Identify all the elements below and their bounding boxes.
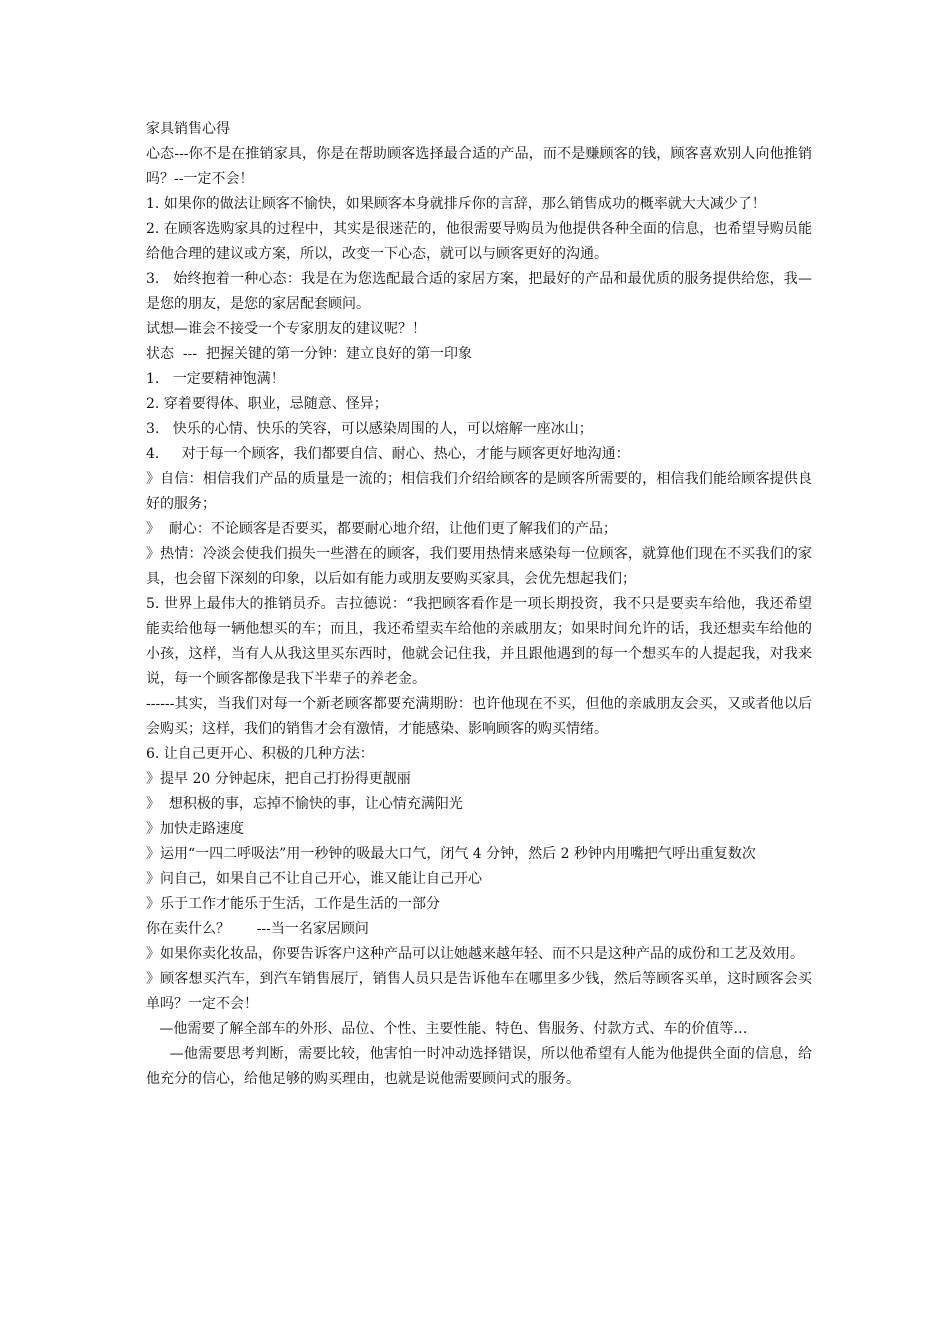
paragraph: 状态 --- 把握关键的第一分钟：建立良好的第一印象 xyxy=(146,346,472,362)
document-body xyxy=(146,117,812,1092)
paragraph: 》提早 20 分钟起床，把自己打扮得更靓丽 xyxy=(146,771,411,787)
paragraph: 心态---你不是在推销家具，你是在帮助顾客选择最合适的产品，而不是赚顾客的钱，顾客喜欢别人向他推销吗？--一定不会！ xyxy=(146,146,812,187)
paragraph: 》热情：冷淡会使我们损失一些潜在的顾客，我们要用热情来感染每一位顾客，就算他们现在不买我们的家具，也会留下深刻的印象，以后如有能力或朋友要购买家具，会优先想起我们； xyxy=(146,546,812,587)
paragraph: 》 耐心：不论顾客是否要买，都要耐心地介绍，让他们更了解我们的产品； xyxy=(146,521,617,537)
document-title: 家具销售心得 xyxy=(146,121,230,137)
paragraph: 6. 让自己更开心、积极的几种方法： xyxy=(146,746,374,762)
paragraph: 3. 始终抱着一种心态：我是在为您选配最合适的家居方案，把最好的产品和最优质的服务提供给您，我—是您的朋友，是您的家居配套顾问。 xyxy=(146,271,812,312)
paragraph: 》自信：相信我们产品的质量是一流的；相信我们介绍给顾客的是顾客所需要的，相信我们能给顾客提供良好的服务； xyxy=(146,471,812,512)
paragraph: 试想—谁会不接受一个专家朋友的建议呢？！ xyxy=(146,321,426,337)
paragraph: —他需要了解全部车的外形、品位、个性、主要性能、特色、售服务、付款方式、车的价值等… xyxy=(146,1021,748,1037)
paragraph: 》运用“一四二呼吸法”用一秒钟的吸最大口气，闭气 4 分钟，然后 2 秒钟内用嘴把气呼出重复数次 xyxy=(146,846,756,862)
paragraph: 》乐于工作才能乐于生活，工作是生活的一部分 xyxy=(146,896,440,912)
paragraph: 1. 一定要精神饱满！ xyxy=(146,371,285,387)
paragraph: ------其实，当我们对每一个新老顾客都要充满期盼：也许他现在不买，但他的亲戚朋友会买，又或者他以后会购买；这样，我们的销售才会有激情，才能感染、影响顾客的购买情绪。 xyxy=(146,696,812,737)
paragraph: 你在卖什么？ ---当一名家居顾问 xyxy=(146,921,369,937)
paragraph: 5. 世界上最伟大的推销员乔。吉拉德说：“我把顾客看作是一项长期投资，我不只是要卖车给他，我还希望能卖给他每一辆他想买的车；而且，我还希望卖车给他的亲戚朋友；如果时间允许的话，我还想卖车给他的小孩，这样，当有人从我这里买东西时，他就会记住我，并且跟他遇到的每一个想买车的人提起我，对我来说，每一个顾客都像是我下半辈子的养老金。 xyxy=(146,596,812,687)
paragraph: 2. 穿着要得体、职业，忌随意、怪异； xyxy=(146,396,388,412)
paragraph: 》如果你卖化妆品，你要告诉客户这种产品可以让她越来越年轻、而不只是这种产品的成份和工艺及效用。 xyxy=(146,946,804,962)
paragraph: —他需要思考判断，需要比较，他害怕一时冲动选择错误，所以他希望有人能为他提供全面的信息，给他充分的信心，给他足够的购买理由，也就是说他需要顾问式的服务。 xyxy=(146,1046,812,1087)
paragraph: 2. 在顾客选购家具的过程中，其实是很迷茫的，他很需要导购员为他提供各种全面的信息，也希望导购员能给他合理的建议或方案，所以，改变一下心态，就可以与顾客更好的沟通。 xyxy=(146,221,812,262)
paragraph: 》 想积极的事，忘掉不愉快的事，让心情充满阳光 xyxy=(146,796,463,812)
paragraph: 3. 快乐的心情、快乐的笑容，可以感染周围的人，可以熔解一座冰山； xyxy=(146,421,593,437)
paragraph: 4. 对于每一个顾客，我们都要自信、耐心、热心，才能与顾客更好地沟通： xyxy=(146,446,630,462)
paragraph: 》顾客想买汽车，到汽车销售展厅，销售人员只是告诉他车在哪里多少钱，然后等顾客买单，这时顾客会买单吗？一定不会！ xyxy=(146,971,812,1012)
paragraph: 》问自己，如果自己不让自己开心，谁又能让自己开心 xyxy=(146,871,482,887)
paragraph: 1. 如果你的做法让顾客不愉快，如果顾客本身就排斥你的言辞，那么销售成功的概率就大大减少了！ xyxy=(146,196,766,212)
paragraph: 》加快走路速度 xyxy=(146,821,244,837)
